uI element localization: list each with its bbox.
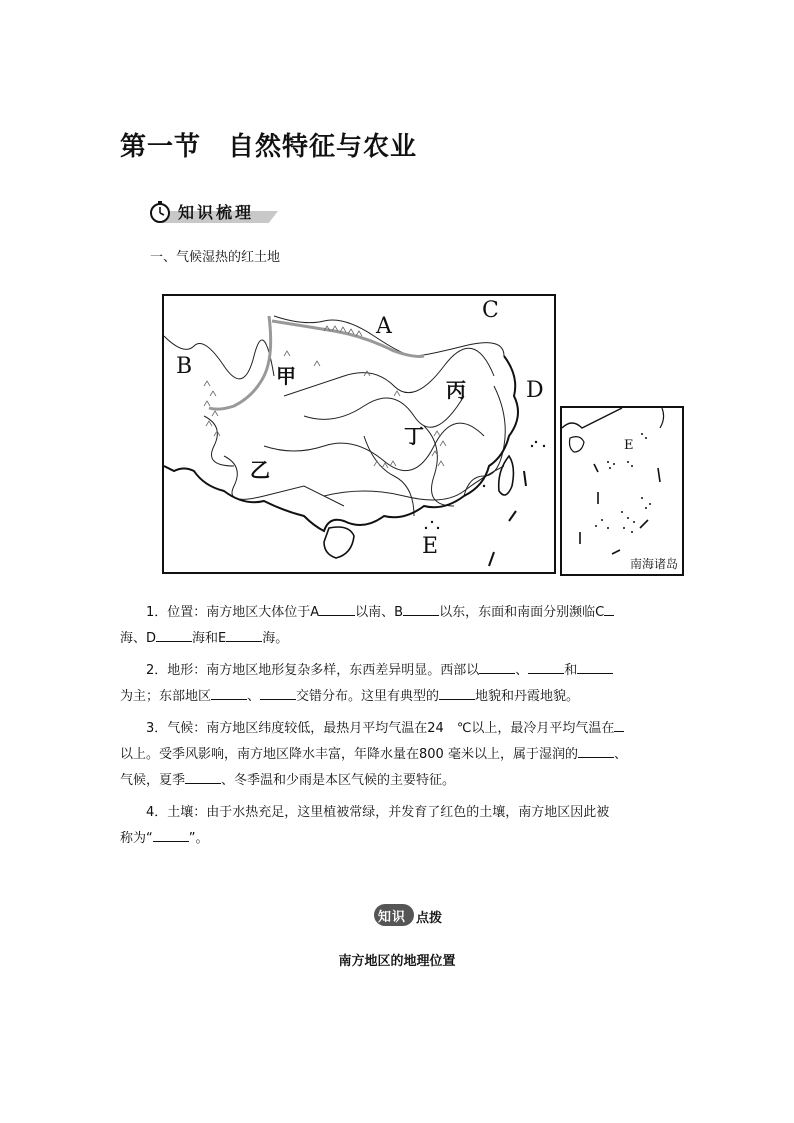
blank[interactable] xyxy=(614,719,624,732)
blank[interactable] xyxy=(403,603,439,616)
blank[interactable] xyxy=(226,629,262,642)
south-china-sea-inset xyxy=(560,406,684,576)
map-label-ding: 丁 xyxy=(404,424,424,448)
paragraph-soil: 4．土壤：由于水热充足，这里植被常绿，并发育了红色的土壤，南方地区因此被 称为“ ”。 xyxy=(120,805,610,846)
map-label-B: B xyxy=(176,354,193,379)
paragraph-location: 1．位置：南方地区大体位于A 以南、B 以东，东面和南面分别濒临C 海、D 海和E 海。 xyxy=(120,600,680,652)
tip-badge-text: 点拨 xyxy=(416,911,443,926)
tip-badge xyxy=(374,904,450,926)
blank[interactable] xyxy=(578,745,614,758)
blank[interactable] xyxy=(156,629,192,642)
inset-caption: 南海诸岛 xyxy=(629,557,678,571)
map-label-C: C xyxy=(482,298,499,323)
map-drawing xyxy=(164,296,554,572)
clock-icon xyxy=(148,200,172,224)
blank[interactable] xyxy=(260,687,296,700)
blank[interactable] xyxy=(604,603,614,616)
map-label-D: D xyxy=(526,378,544,403)
banner-text: 知识梳理 xyxy=(178,203,255,222)
paragraph-climate: 3．气候：南方地区纬度较低，最热月平均气温在24 ℃以上，最冷月平均气温在 以上。受季风影响，南方地区降水丰富，年降水量在800 毫米以上，属于湿润的 、 气候，夏季 、冬季温和少雨是本区气候的主要特征。 xyxy=(120,721,627,788)
map-label-bing: 丙 xyxy=(446,378,466,402)
blank[interactable] xyxy=(439,687,475,700)
blank[interactable] xyxy=(185,771,221,784)
map-label-E: E xyxy=(422,534,439,559)
map-label-yi: 乙 xyxy=(250,458,270,482)
page-title: 第一节 自然特征与农业 xyxy=(120,132,418,162)
blank[interactable] xyxy=(479,661,515,674)
tip-badge-label: 知识 xyxy=(378,910,407,925)
subsection-title: 南方地区的地理位置 xyxy=(338,954,456,969)
inset-drawing xyxy=(562,408,682,574)
paragraph-terrain: 2．地形：南方地区地形复杂多样，东西差异明显。西部以 、 和 为主；东部地区 、 交错分布。这里有典型的 地貌和丹霞地貌。 xyxy=(120,658,680,710)
blank[interactable] xyxy=(577,661,613,674)
section-banner xyxy=(148,198,278,226)
blank[interactable] xyxy=(319,603,355,616)
blank[interactable] xyxy=(211,687,247,700)
blank[interactable] xyxy=(153,829,189,842)
map-label-jia: 甲 xyxy=(276,364,296,388)
blank[interactable] xyxy=(528,661,564,674)
south-china-map xyxy=(162,294,556,574)
section-heading: 一、气候湿热的红土地 xyxy=(150,250,281,265)
inset-label-E: E xyxy=(624,438,634,453)
map-label-A: A xyxy=(376,314,392,339)
